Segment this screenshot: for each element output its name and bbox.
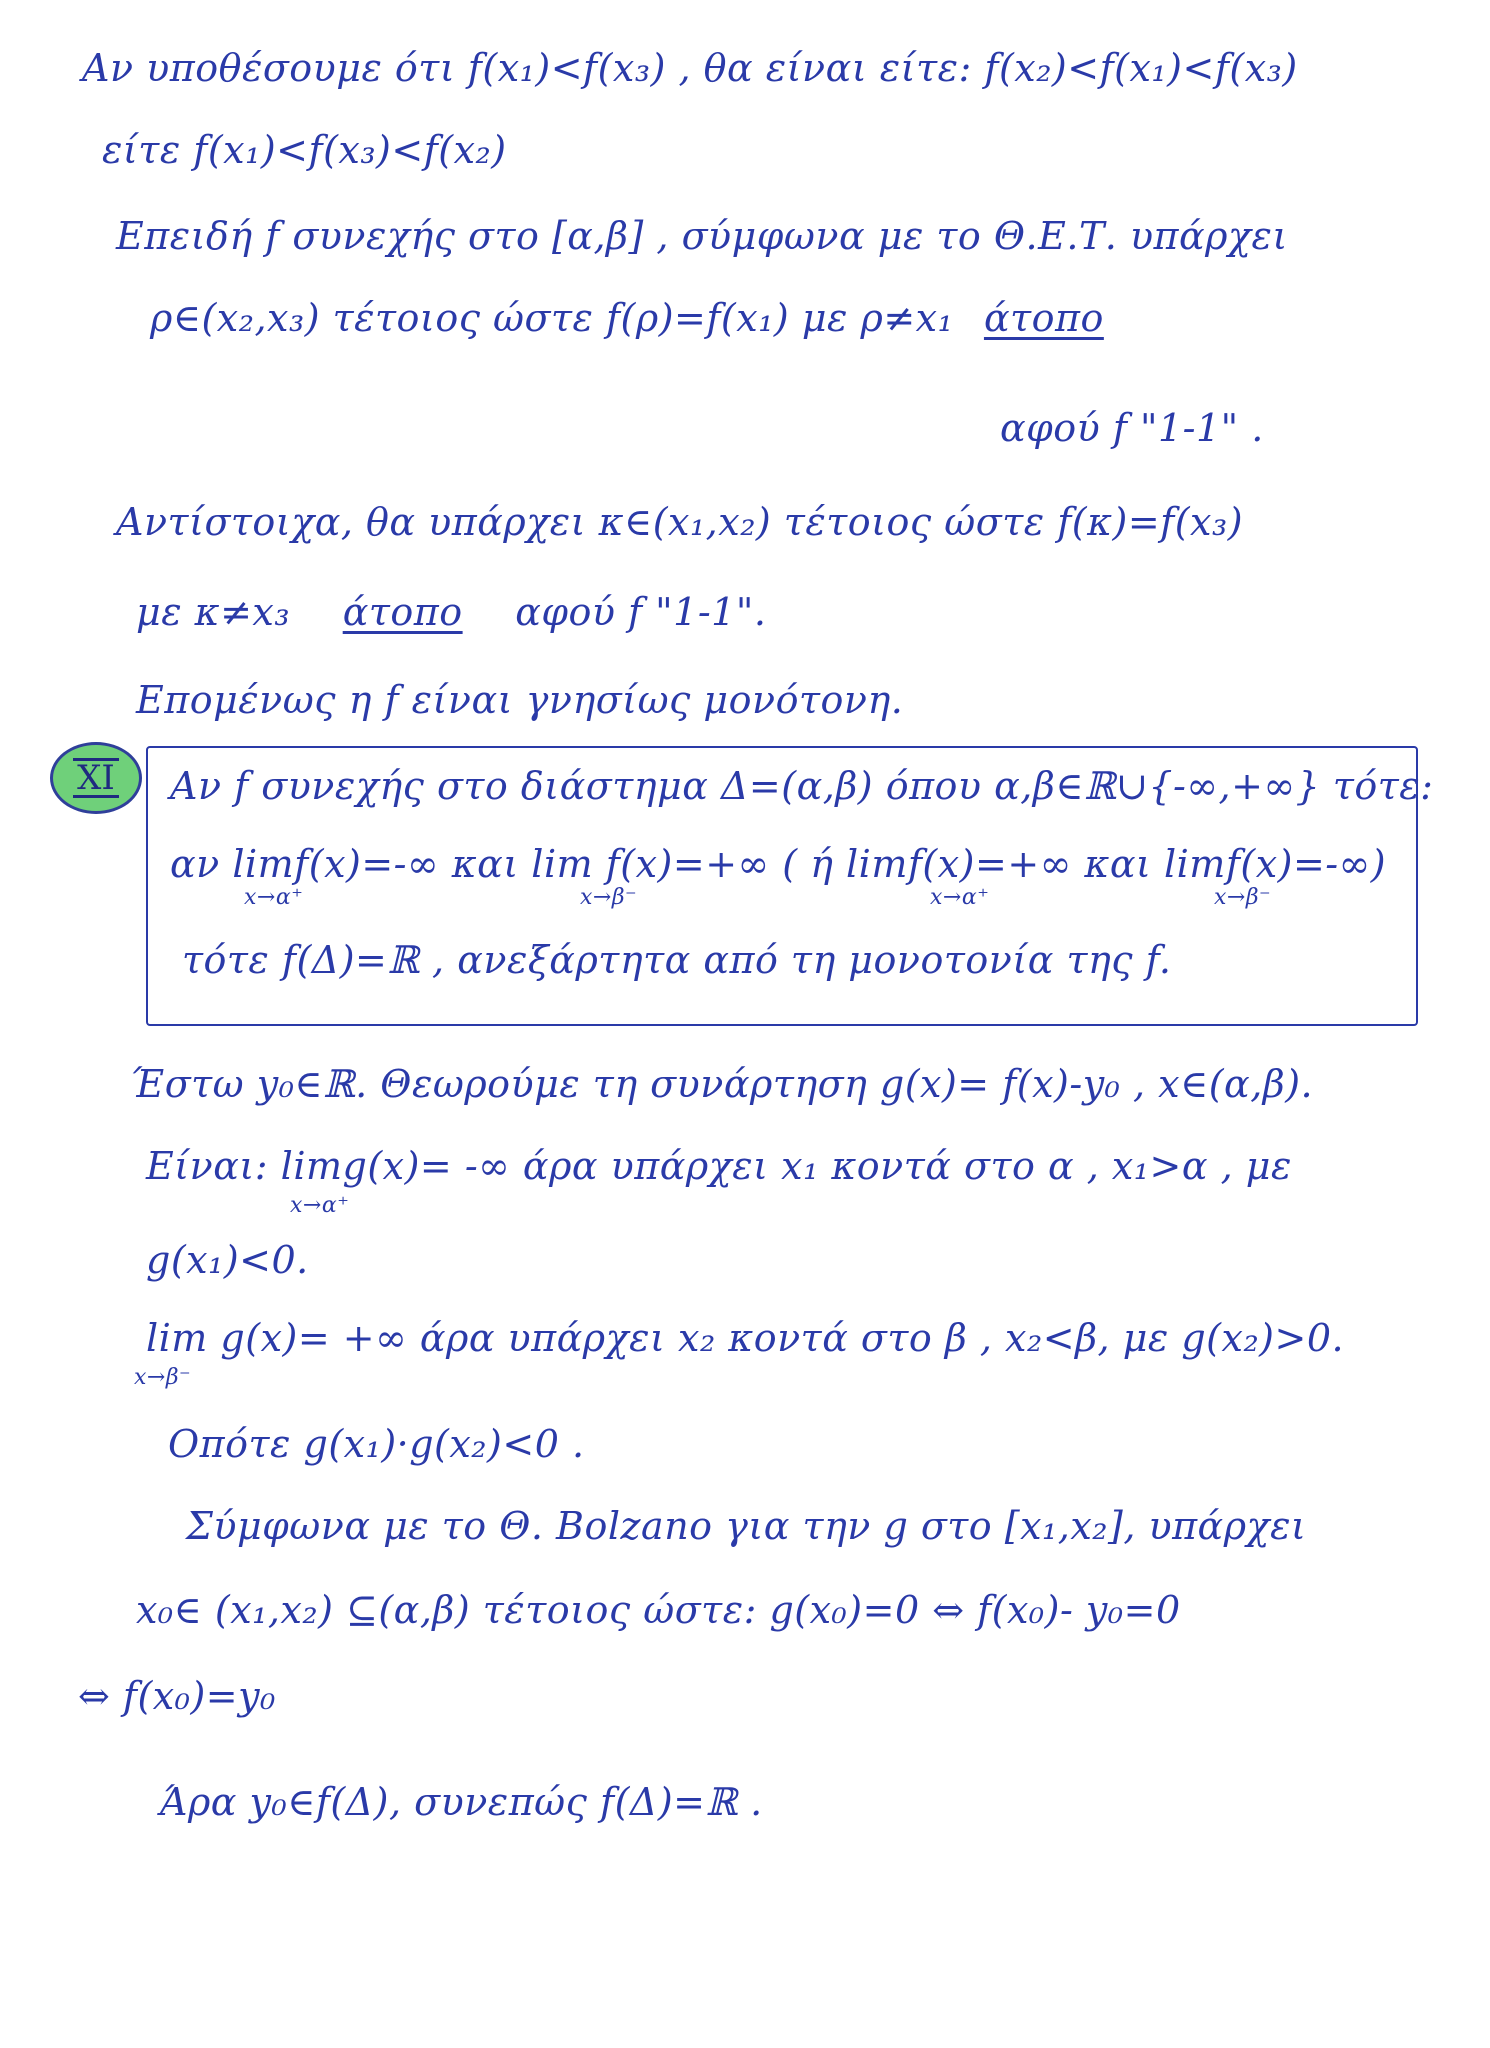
proof-line-5: Οπότε g(x₁)·g(x₂)<0 . [168, 1422, 585, 1466]
text-line-4 [150, 294, 1104, 342]
proof-line-2: Είναι: limg(x)= -∞ άρα υπάρχει x₁ κοντά στο α , x₁>α , με [146, 1144, 1292, 1188]
text-line-7-end: αφού f "1-1". [515, 590, 767, 634]
theorem-line-1: Αν f συνεχής στο διάστημα Δ=(α,β) όπου α,β∈ℝ∪{-∞,+∞} τότε: [170, 764, 1434, 808]
proof-line-3: g(x₁)<0. [146, 1238, 309, 1282]
theorem-line-2: αν limf(x)=-∞ και lim f(x)=+∞ ( ή limf(x)=+∞ και limf(x)=-∞) [170, 842, 1387, 886]
text-line-5: αφού f "1-1" . [1000, 406, 1264, 450]
theorem-number-badge [50, 742, 142, 814]
theorem-limit-sub-3: x→α⁺ [930, 885, 990, 910]
theorem-line-3: τότε f(Δ)=ℝ , ανεξάρτητα από τη μονοτονία της f. [182, 938, 1172, 982]
text-line-7-atopo: άτοπο [342, 590, 463, 634]
text-line-4-main: ρ∈(x₂,x₃) τέτοιος ώστε f(ρ)=f(x₁) με ρ≠x₁ [150, 296, 954, 340]
text-line-7-main: με κ≠x₃ [136, 590, 291, 634]
theorem-limit-sub-4: x→β⁻ [1214, 885, 1272, 910]
proof-limit-sub-1: x→α⁺ [290, 1193, 350, 1218]
theorem-number: XI [73, 758, 119, 798]
theorem-limit-sub-1: x→α⁺ [244, 885, 304, 910]
proof-line-8: ⇔ f(x₀)=y₀ [78, 1674, 276, 1718]
text-line-6: Αντίστοιχα, θα υπάρχει κ∈(x₁,x₂) τέτοιος ώστε f(κ)=f(x₃) [116, 500, 1244, 544]
proof-line-1: Έστω y₀∈ℝ. Θεωρούμε τη συνάρτηση g(x)= f(x)-y₀ , x∈(α,β). [130, 1062, 1314, 1106]
text-line-2: είτε f(x₁)<f(x₃)<f(x₂) [102, 128, 507, 172]
proof-line-6: Σύμφωνα με το Θ. Bolzano για την g στο [x₁,x₂], υπάρχει [186, 1504, 1307, 1548]
text-line-1: Αν υποθέσουμε ότι f(x₁)<f(x₃) , θα είναι είτε: f(x₂)<f(x₁)<f(x₃) [82, 46, 1298, 90]
proof-line-7: x₀∈ (x₁,x₂) ⊆(α,β) τέτοιος ώστε: g(x₀)=0 ⇔ f(x₀)- y₀=0 [136, 1588, 1181, 1632]
text-line-7 [136, 588, 766, 636]
theorem-limit-sub-2: x→β⁻ [580, 885, 638, 910]
text-line-3: Επειδή f συνεχής στο [α,β] , σύμφωνα με το Θ.Ε.Τ. υπάρχει [116, 214, 1288, 258]
proof-limit-sub-2: x→β⁻ [134, 1365, 192, 1390]
text-line-4-atopo: άτοπο [983, 296, 1104, 340]
proof-line-4: lim g(x)= +∞ άρα υπάρχει x₂ κοντά στο β , x₂<β, με g(x₂)>0. [146, 1316, 1345, 1360]
text-line-8: Επομένως η f είναι γνησίως μονότονη. [136, 678, 904, 722]
proof-line-9: Άρα y₀∈f(Δ), συνεπώς f(Δ)=ℝ . [160, 1780, 763, 1824]
